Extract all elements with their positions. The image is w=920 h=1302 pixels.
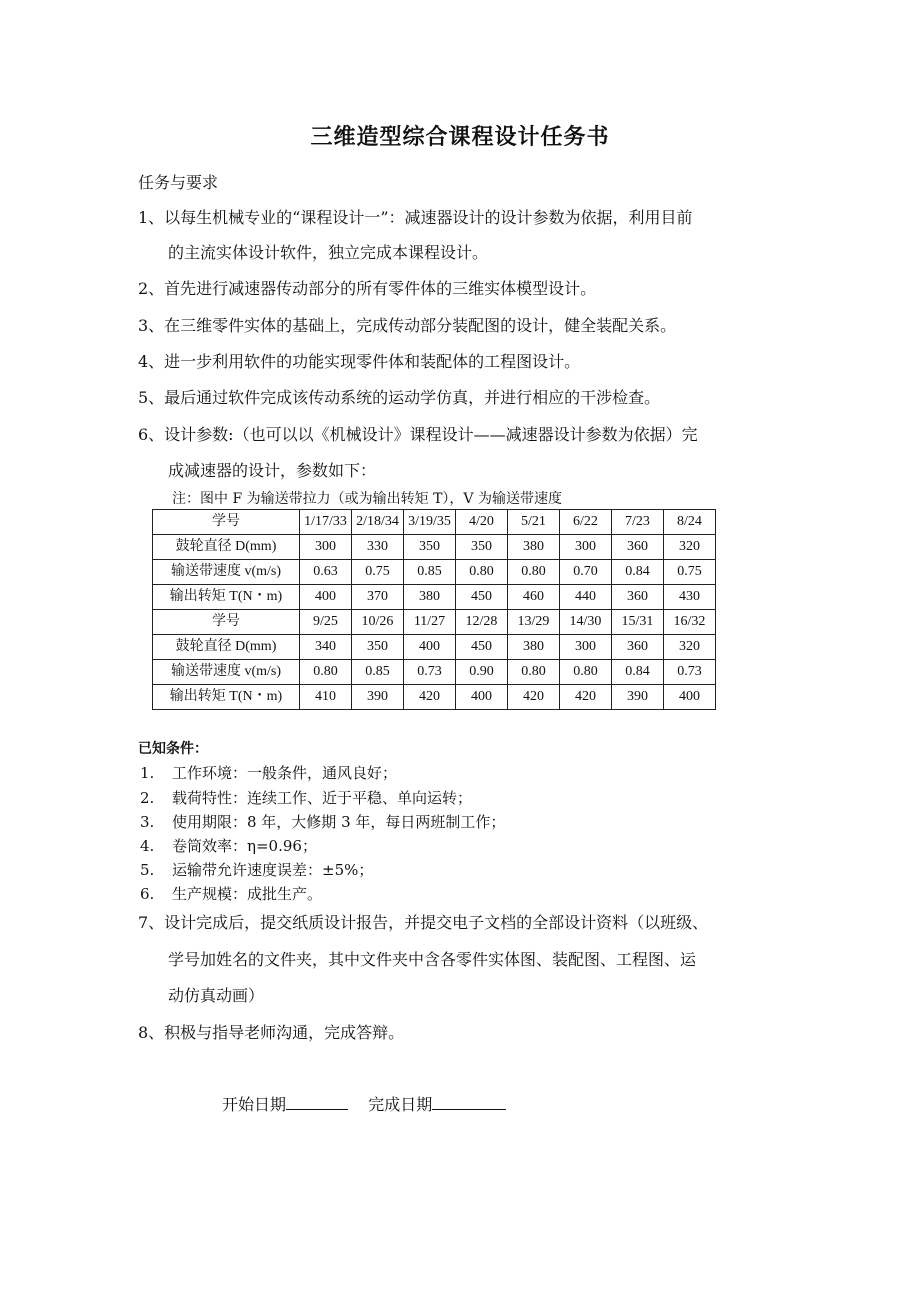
table-cell: 330 <box>352 535 404 560</box>
table-cell: 0.80 <box>508 660 560 685</box>
table-cell: 420 <box>560 685 612 710</box>
condition-number: 5. <box>140 861 155 879</box>
table-row <box>153 510 716 535</box>
item-7-line-3: 动仿真动画） <box>168 986 265 1005</box>
table-row <box>153 610 716 635</box>
table-cell: 350 <box>404 535 456 560</box>
table-cell: 15/31 <box>612 610 664 635</box>
parameter-table <box>152 509 716 710</box>
table-cell: 5/21 <box>508 510 560 535</box>
table-cell: 430 <box>664 585 716 610</box>
table-cell: 2/18/34 <box>352 510 404 535</box>
row-label-cell: 学号 <box>153 610 300 635</box>
item-7-line-1: 7、设计完成后，提交纸质设计报告，并提交电子文档的全部设计资料（以班级、 <box>138 913 709 932</box>
table-row <box>153 635 716 660</box>
table-cell: 0.85 <box>352 660 404 685</box>
condition-text: 工作环境：一般条件，通风良好； <box>172 764 398 782</box>
item-2: 2、首先进行减速器传动部分的所有零件体的三维实体模型设计。 <box>138 279 597 298</box>
table-cell: 13/29 <box>508 610 560 635</box>
condition-text: 运输带允许速度误差：±5%； <box>172 861 374 879</box>
table-cell: 460 <box>508 585 560 610</box>
row-label-cell: 输出转矩 T(N・m) <box>153 585 300 610</box>
table-cell: 4/20 <box>456 510 508 535</box>
table-cell: 0.84 <box>612 660 664 685</box>
condition-text: 生产规模：成批生产。 <box>172 885 323 903</box>
condition-4 <box>140 835 317 856</box>
table-cell: 400 <box>404 635 456 660</box>
table-cell: 360 <box>612 585 664 610</box>
table-cell: 12/28 <box>456 610 508 635</box>
table-cell: 0.73 <box>404 660 456 685</box>
start-date-label: 开始日期 <box>222 1095 287 1114</box>
section-heading: 任务与要求 <box>138 173 219 192</box>
end-date-label: 完成日期 <box>368 1095 433 1114</box>
table-cell: 340 <box>300 635 352 660</box>
table-cell: 300 <box>560 535 612 560</box>
table-row <box>153 660 716 685</box>
table-cell: 3/19/35 <box>404 510 456 535</box>
table-cell: 400 <box>664 685 716 710</box>
table-cell: 400 <box>456 685 508 710</box>
condition-2 <box>140 787 472 808</box>
row-label-cell: 鼓轮直径 D(mm) <box>153 635 300 660</box>
table-cell: 10/26 <box>352 610 404 635</box>
table-cell: 300 <box>560 635 612 660</box>
row-label-cell: 输出转矩 T(N・m) <box>153 685 300 710</box>
table-cell: 0.75 <box>664 560 716 585</box>
row-label-cell: 输送带速度 v(m/s) <box>153 660 300 685</box>
item-3: 3、在三维零件实体的基础上，完成传动部分装配图的设计，健全装配关系。 <box>138 316 677 335</box>
end-date-blank[interactable] <box>432 1095 506 1110</box>
item-6-line-1: 6、设计参数:（也可以以《机械设计》课程设计——减速器设计参数为依据）完 <box>138 425 698 444</box>
condition-number: 3. <box>140 813 155 831</box>
table-cell: 8/24 <box>664 510 716 535</box>
date-fields <box>222 1092 506 1115</box>
table-cell: 7/23 <box>612 510 664 535</box>
table-cell: 350 <box>456 535 508 560</box>
table-cell: 0.80 <box>300 660 352 685</box>
table-cell: 1/17/33 <box>300 510 352 535</box>
table-cell: 370 <box>352 585 404 610</box>
table-cell: 300 <box>300 535 352 560</box>
table-cell: 320 <box>664 535 716 560</box>
table-cell: 420 <box>404 685 456 710</box>
document-title: 三维造型综合课程设计任务书 <box>310 125 610 150</box>
table-cell: 440 <box>560 585 612 610</box>
condition-3 <box>140 811 505 832</box>
condition-6 <box>140 883 322 904</box>
table-cell: 320 <box>664 635 716 660</box>
condition-1 <box>140 762 397 783</box>
table-cell: 0.80 <box>508 560 560 585</box>
table-cell: 450 <box>456 585 508 610</box>
row-label-cell: 学号 <box>153 510 300 535</box>
table-cell: 11/27 <box>404 610 456 635</box>
row-label-cell: 输送带速度 v(m/s) <box>153 560 300 585</box>
table-note: 注：图中 F 为输送带拉力（或为输出转矩 T），V 为输送带速度 <box>172 491 562 507</box>
table-cell: 380 <box>508 535 560 560</box>
table-row <box>153 560 716 585</box>
item-1-line-2: 的主流实体设计软件，独立完成本课程设计。 <box>168 243 489 262</box>
condition-number: 4. <box>140 837 155 855</box>
condition-number: 6. <box>140 885 155 903</box>
table-cell: 0.70 <box>560 560 612 585</box>
table-cell: 390 <box>612 685 664 710</box>
condition-text: 载荷特性：连续工作、近于平稳、单向运转； <box>172 789 473 807</box>
condition-number: 2. <box>140 789 155 807</box>
table-cell: 0.90 <box>456 660 508 685</box>
table-cell: 420 <box>508 685 560 710</box>
known-conditions-title: 已知条件： <box>138 741 208 757</box>
table-cell: 14/30 <box>560 610 612 635</box>
table-cell: 0.85 <box>404 560 456 585</box>
table-cell: 16/32 <box>664 610 716 635</box>
start-date-blank[interactable] <box>286 1095 348 1110</box>
condition-number: 1. <box>140 764 155 782</box>
item-1-line-1: 1、以每生机械专业的“课程设计一”：减速器设计的设计参数为依据，利用目前 <box>138 208 693 227</box>
table-row <box>153 535 716 560</box>
condition-text: 卷筒效率：η=0.96； <box>172 837 317 855</box>
table-cell: 360 <box>612 635 664 660</box>
table-cell: 6/22 <box>560 510 612 535</box>
table-row <box>153 585 716 610</box>
table-cell: 380 <box>404 585 456 610</box>
row-label-cell: 鼓轮直径 D(mm) <box>153 535 300 560</box>
table-cell: 0.73 <box>664 660 716 685</box>
table-cell: 390 <box>352 685 404 710</box>
item-6-line-2: 成减速器的设计，参数如下： <box>168 461 377 480</box>
table-cell: 0.75 <box>352 560 404 585</box>
table-cell: 0.80 <box>560 660 612 685</box>
table-row <box>153 685 716 710</box>
table-cell: 450 <box>456 635 508 660</box>
table-cell: 0.63 <box>300 560 352 585</box>
condition-text: 使用期限：8 年，大修期 3 年，每日两班制工作； <box>172 813 506 831</box>
table-cell: 0.80 <box>456 560 508 585</box>
item-5: 5、最后通过软件完成该传动系统的运动学仿真，并进行相应的干涉检查。 <box>138 388 661 407</box>
table-cell: 350 <box>352 635 404 660</box>
table-cell: 9/25 <box>300 610 352 635</box>
item-7-line-2: 学号加姓名的文件夹，其中文件夹中含各零件实体图、装配图、工程图、运 <box>168 950 697 969</box>
table-cell: 410 <box>300 685 352 710</box>
table-cell: 360 <box>612 535 664 560</box>
table-cell: 400 <box>300 585 352 610</box>
table-cell: 0.84 <box>612 560 664 585</box>
item-8: 8、积极与指导老师沟通，完成答辩。 <box>138 1023 405 1042</box>
table-cell: 380 <box>508 635 560 660</box>
condition-5 <box>140 859 373 880</box>
item-4: 4、进一步利用软件的功能实现零件体和装配体的工程图设计。 <box>138 352 581 371</box>
